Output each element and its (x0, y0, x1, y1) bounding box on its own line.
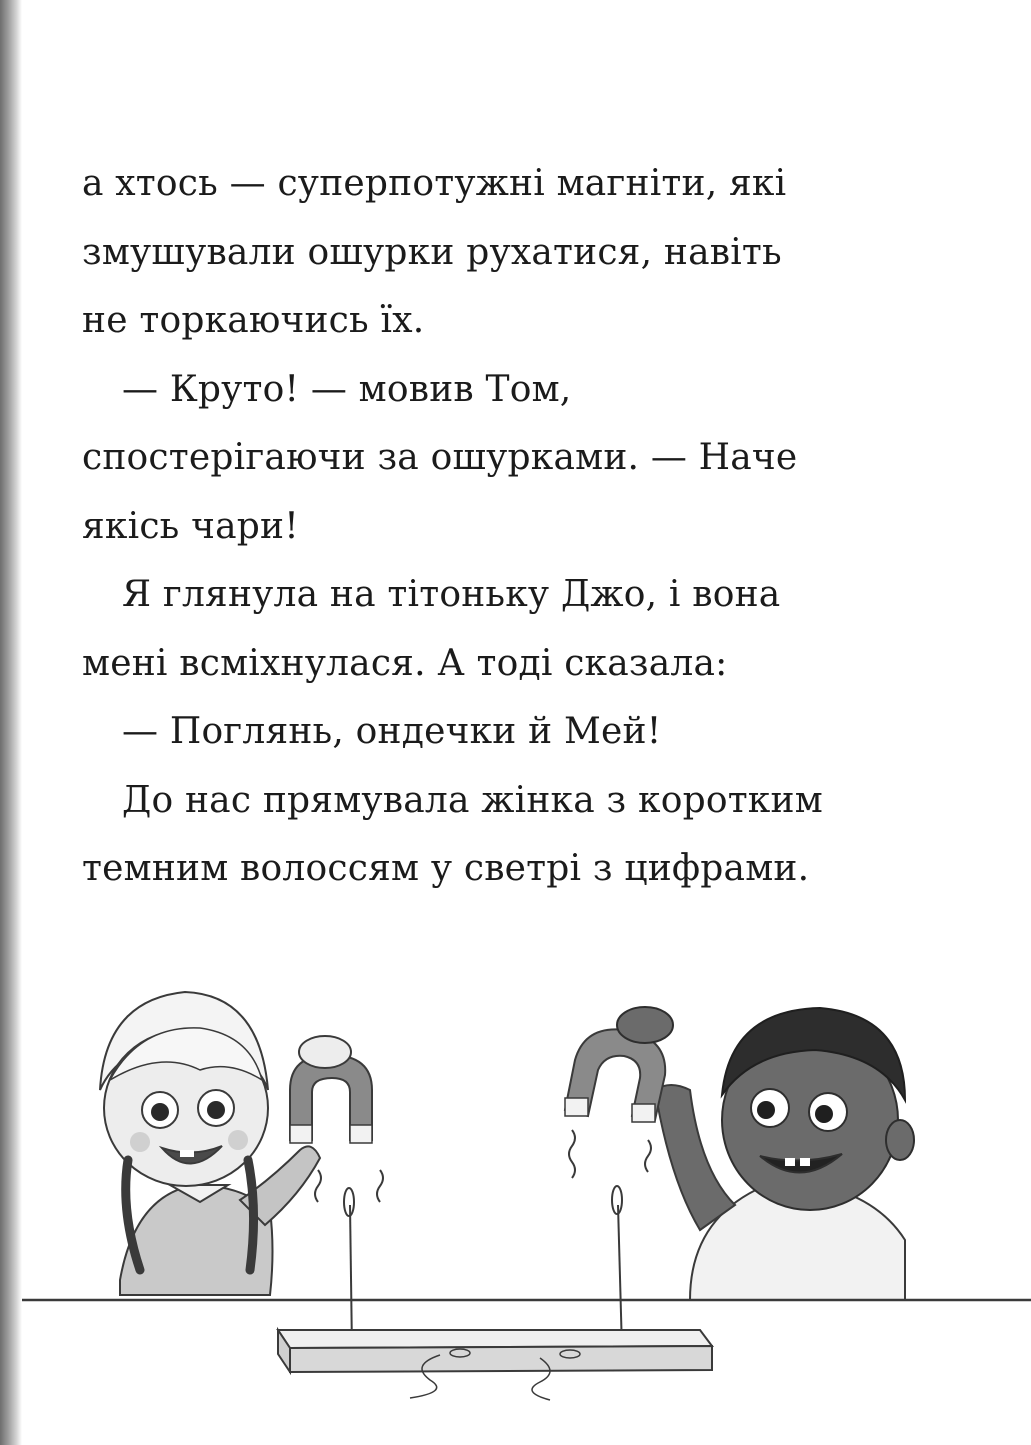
girl-figure (100, 992, 320, 1295)
text-line: темним волоссям у светрі з цифрами. (82, 848, 810, 889)
magnet-experiment-illustration (0, 980, 1031, 1445)
text-line: мені всміхнулася. А тоді сказала: (82, 642, 728, 684)
text-line: якісь чари! (82, 505, 299, 547)
text-line: Я глянула на тітоньку Джо, і вона (122, 574, 781, 615)
paperclip-strings (344, 1186, 622, 1350)
text-line: спостерігаючи за ошурками. — Наче (82, 437, 798, 478)
page-text (82, 150, 982, 904)
horseshoe-magnet-right (565, 1007, 673, 1178)
text-line: — Круто! — мовив Том, (122, 368, 572, 410)
text-line: — Поглянь, ондечки й Мей! (122, 711, 662, 752)
boy-figure (655, 1008, 914, 1300)
wooden-board (278, 1330, 712, 1400)
text-line: змушували ошурки рухатися, навіть (82, 231, 782, 273)
text-line: а хтось — суперпотужні магніти, які (82, 163, 787, 204)
text-line: не торкаючись їх. (82, 300, 425, 341)
text-line: До нас прямувала жінка з коротким (122, 779, 823, 821)
